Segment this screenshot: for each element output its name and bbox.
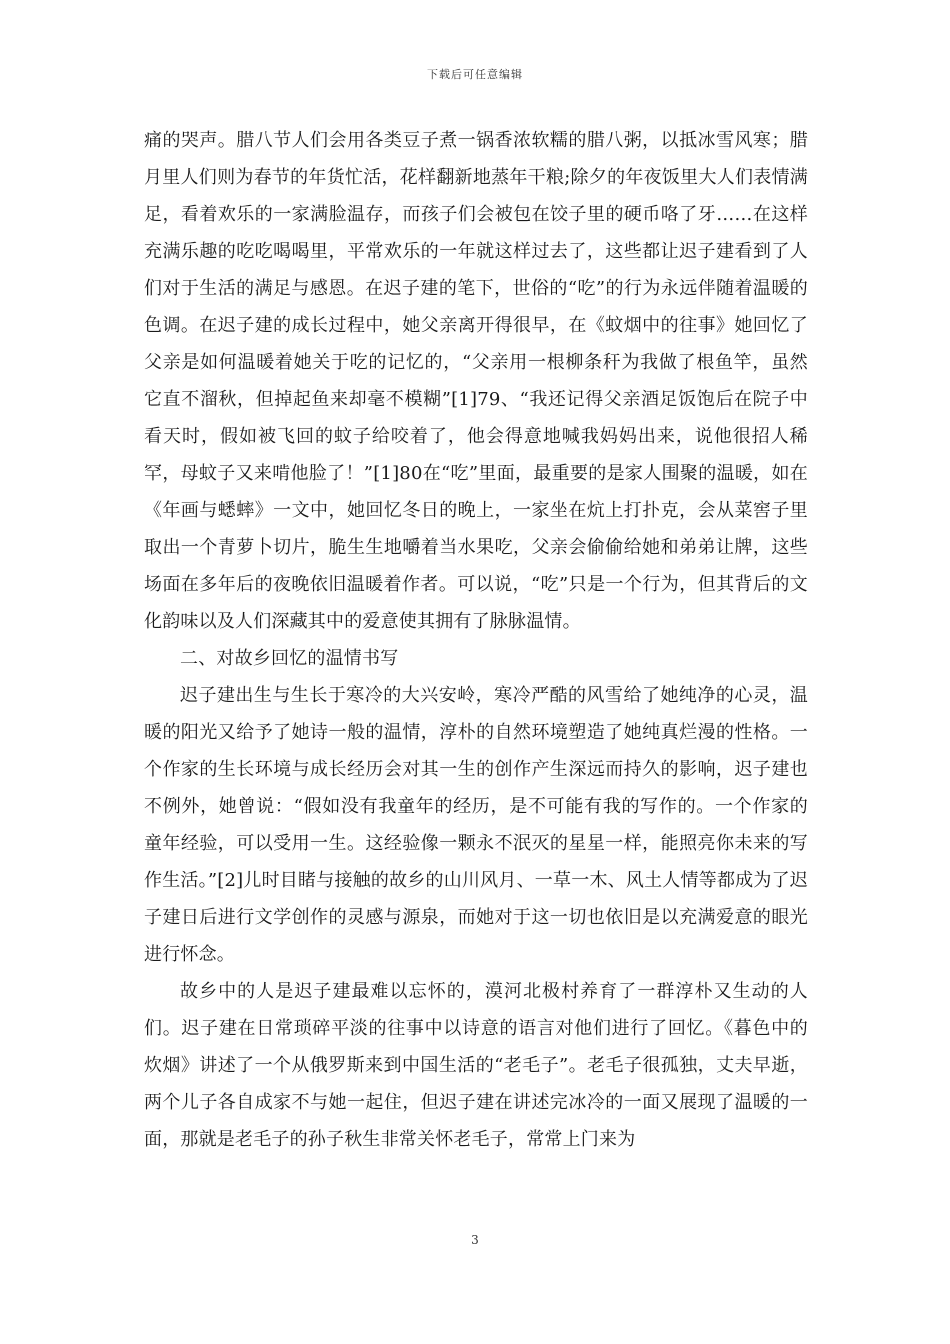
document-body: [144, 122, 808, 1158]
paragraph-3: 故乡中的人是迟子建最难以忘怀的，漠河北极村养育了一群淳朴又生动的人们。迟子建在日常琐碎平淡的往事中以诗意的语言对他们进行了回忆。《暮色中的炊烟》讲述了一个从俄罗斯来到中国生活的“老毛子”。老毛子很孤独，丈夫早逝，两个儿子各自成家不与她一起住，但迟子建在讲述完冰冷的一面又展现了温暖的一面，那就是老毛子的孙子秋生非常关怀老毛子，常常上门来为: [144, 981, 808, 1150]
paragraph-2: 迟子建出生与生长于寒冷的大兴安岭，寒冷严酷的风雪给了她纯净的心灵，温暖的阳光又给予了她诗一般的温情，淳朴的自然环境塑造了她纯真烂漫的性格。一个作家的生长环境与成长经历会对其一生的创作产生深远而持久的影响，迟子建也不例外，她曾说：“假如没有我童年的经历，是不可能有我的写作的。一个作家的童年经验，可以受用一生。这经验像一颗永不泯灭的星星一样，能照亮你未来的写作生活。”[2]儿时目睹与接触的故乡的山川风月、一草一木、风土人情等都成为了迟子建日后进行文学创作的灵感与源泉，而她对于这一切也依旧是以充满爱意的眼光进行怀念。: [144, 685, 808, 965]
paragraph-1: 痛的哭声。腊八节人们会用各类豆子煮一锅香浓软糯的腊八粥，以抵冰雪风寒；腊月里人们则为春节的年货忙活，花样翻新地蒸年干粮;除夕的年夜饭里大人们表情满足，看着欢乐的一家满脸温存，而孩子们会被包在饺子里的硬币咯了牙……在这样充满乐趣的吃吃喝喝里，平常欢乐的一年就这样过去了，这些都让迟子建看到了人们对于生活的满足与感恩。在迟子建的笔下，世俗的“吃”的行为永远伴随着温暖的色调。在迟子建的成长过程中，她父亲离开得很早，在《蚊烟中的往事》她回忆了父亲是如何温暖着她关于吃的记忆的，“父亲用一根柳条秆为我做了根鱼竿，虽然它直不溜秋，但掉起鱼来却毫不模糊”[1]79、“我还记得父亲酒足饭饱后在院子中看天时，假如被飞回的蚊子给咬着了，他会得意地喊我妈妈出来，说他很招人稀罕，母蚊子又来啃他脸了！”[1]80在“吃”里面，最重要的是家人围聚的温暖，如在《年画与蟋蟀》一文中，她回忆冬日的晚上，一家坐在炕上打扑克，会从菜窖子里取出一个青萝卜切片，脆生生地嚼着当水果吃，父亲会偷偷给她和弟弟让牌，这些场面在多年后的夜晚依旧温暖着作者。可以说，“吃”只是一个行为，但其背后的文化韵味以及人们深藏其中的爱意使其拥有了脉脉温情。: [144, 130, 808, 632]
page-number: 3: [471, 1233, 479, 1247]
page-header: 下载后可任意编辑: [427, 68, 523, 81]
section-heading: 二、对故乡回忆的温情书写: [180, 648, 399, 669]
